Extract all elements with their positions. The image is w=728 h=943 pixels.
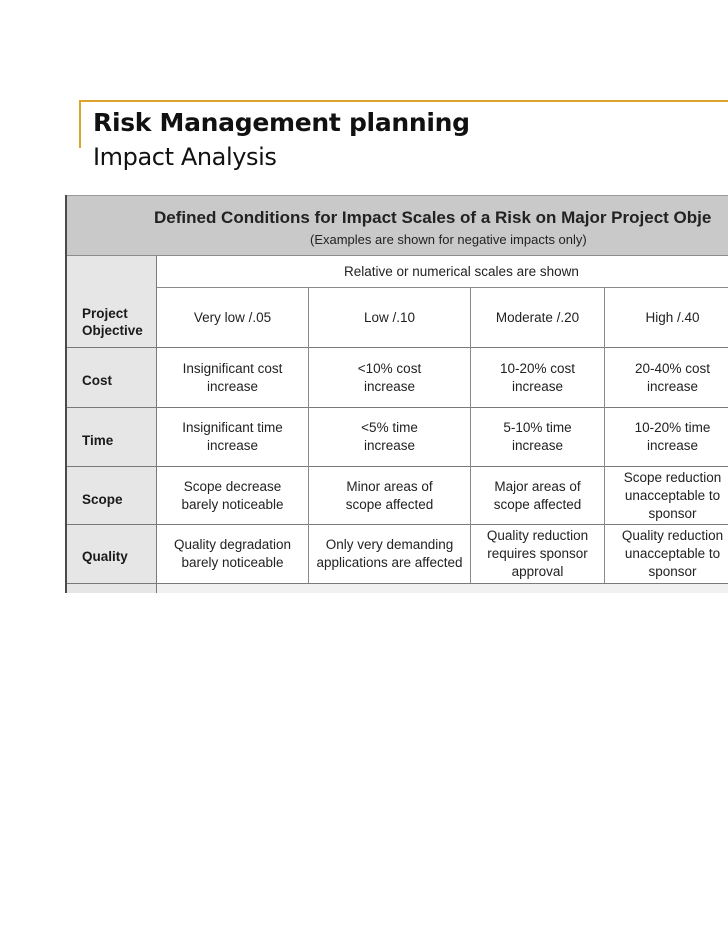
- table-cell: <5% time increase: [309, 408, 470, 466]
- row-label-time: Time: [82, 433, 114, 448]
- slide-title: Risk Management planning: [93, 108, 470, 137]
- table-cell: Insignificant cost increase: [157, 348, 308, 407]
- grid-line: [67, 407, 728, 408]
- row-label-quality: Quality: [82, 549, 128, 564]
- table-title: Defined Conditions for Impact Scales of a Risk on Major Project Obje: [154, 208, 712, 227]
- table-cell: Minor areas of scope affected: [309, 467, 470, 524]
- table-cell: Scope reduction unacceptable to sponsor: [605, 467, 728, 524]
- column-header: High /.40: [605, 288, 728, 347]
- table-cell: 10-20% time increase: [605, 408, 728, 466]
- table-cell: Quality reduction requires sponsor approval: [471, 525, 604, 583]
- table-cell: Only very demanding applications are affected: [309, 525, 470, 583]
- table-cell: Insignificant time increase: [157, 408, 308, 466]
- table-header: [67, 195, 728, 257]
- column-header: Low /.10: [309, 288, 470, 347]
- grid-line: [604, 288, 605, 583]
- column-header: Very low /.05: [157, 288, 308, 347]
- table-cell: <10% cost increase: [309, 348, 470, 407]
- objective-header: Project Objective: [82, 306, 143, 338]
- table-cell: 20-40% cost increase: [605, 348, 728, 407]
- title-accent-rule-vertical: [79, 100, 81, 148]
- grid-line: [308, 288, 309, 583]
- column-header: Moderate /.20: [471, 288, 604, 347]
- scales-band: [157, 256, 728, 288]
- table-cell: Major areas of scope affected: [471, 467, 604, 524]
- title-accent-rule: [79, 100, 728, 102]
- scales-label: Relative or numerical scales are shown: [344, 264, 579, 279]
- row-label-scope: Scope: [82, 492, 123, 507]
- table-note: (Examples are shown for negative impacts only): [310, 232, 587, 247]
- grid-line: [67, 466, 728, 467]
- row-label-cost: Cost: [82, 373, 112, 388]
- table-cell: Quality degradation barely noticeable: [157, 525, 308, 583]
- table-cell: Scope decrease barely noticeable: [157, 467, 308, 524]
- slide-subtitle: Impact Analysis: [93, 143, 277, 171]
- table-cell: 10-20% cost increase: [471, 348, 604, 407]
- grid-line: [67, 347, 728, 348]
- grid-line: [470, 288, 471, 583]
- grid-line: [67, 524, 728, 525]
- table-cell: Quality reduction unacceptable to sponsor: [605, 525, 728, 583]
- impact-scales-table: [65, 195, 728, 593]
- grid-line: [67, 583, 728, 584]
- table-cell: 5-10% time increase: [471, 408, 604, 466]
